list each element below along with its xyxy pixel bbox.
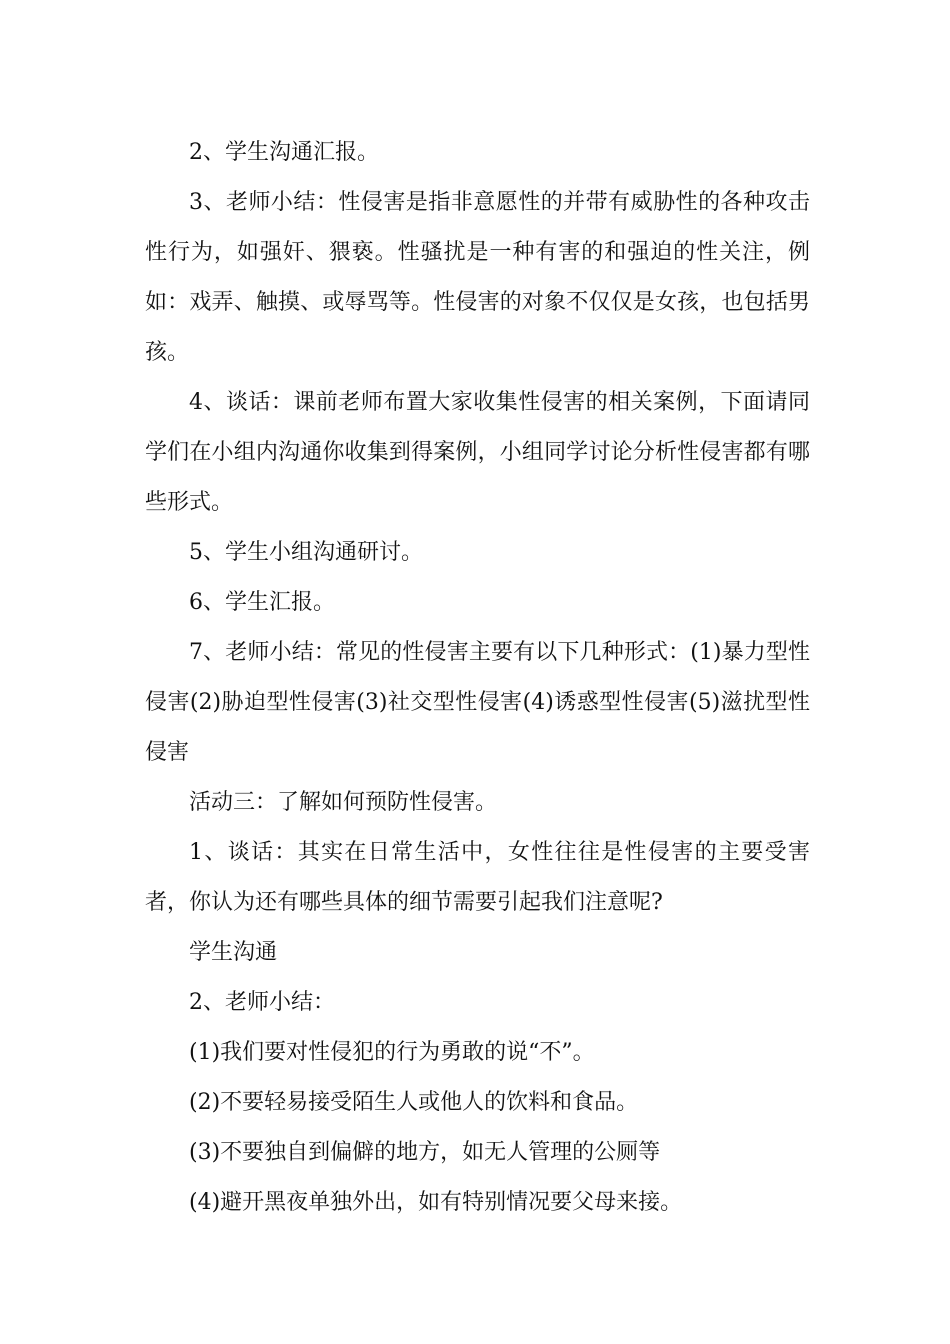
paragraph-teacher-summary-heading: 2、老师小结： xyxy=(189,990,335,1015)
list-item-avoid-remote-places: (3)不要独自到偏僻的地方，如无人管理的公厕等 xyxy=(189,1140,661,1165)
paragraph-student-communication: 学生沟通 xyxy=(189,940,278,965)
paragraph-group-discussion: 5、学生小组沟通研讨。 xyxy=(189,540,423,565)
paragraph-talk-case-collection: 4、谈话：课前老师布置大家收集性侵害的相关案例，下面请同学们在小组内沟通你收集到得案例，小组同学讨论分析性侵害都有哪些形式。 xyxy=(145,390,810,515)
paragraph-teacher-summary-definition: 3、老师小结：性侵害是指非意愿性的并带有威胁性的各种攻击性行为，如强奸、猥亵。性骚扰是一种有害的和强迫的性关注，例如：戏弄、触摸、或辱骂等。性侵害的对象不仅仅是女孩，也包括男孩。 xyxy=(145,190,810,365)
list-item-no-food-from-strangers: (2)不要轻易接受陌生人或他人的饮料和食品。 xyxy=(189,1090,639,1115)
paragraph-talk-daily-life: 1、谈话：其实在日常生活中，女性往往是性侵害的主要受害者，你认为还有哪些具体的细节需要引起我们注意呢? xyxy=(145,840,810,915)
paragraph-teacher-summary-forms: 7、老师小结：常见的性侵害主要有以下几种形式：(1)暴力型性侵害(2)胁迫型性侵害(3)社交型性侵害(4)诱惑型性侵害(5)滋扰型性侵害 xyxy=(145,640,810,765)
paragraph-activity-three-heading: 活动三：了解如何预防性侵害。 xyxy=(189,790,498,815)
paragraph-student-report: 2、学生沟通汇报。 xyxy=(189,140,379,165)
list-item-avoid-night-outings: (4)避开黑夜单独外出，如有特别情况要父母来接。 xyxy=(189,1190,683,1215)
list-item-say-no: (1)我们要对性侵犯的行为勇敢的说“不”。 xyxy=(189,1040,595,1065)
paragraph-student-presentation: 6、学生汇报。 xyxy=(189,590,335,615)
document-body xyxy=(145,128,810,1228)
